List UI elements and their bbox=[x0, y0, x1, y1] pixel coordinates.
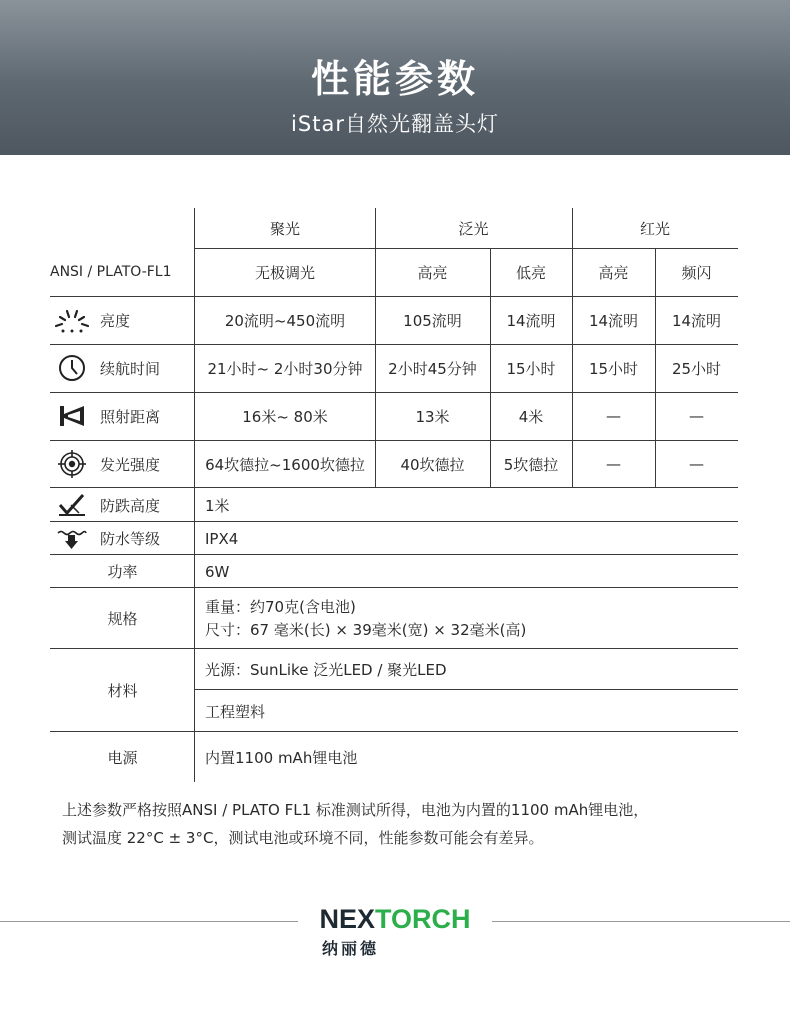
value-power: 6W bbox=[205, 562, 230, 581]
row-impact bbox=[50, 488, 738, 522]
table-divider bbox=[195, 689, 738, 690]
group-red: 红光 bbox=[639, 219, 670, 238]
value-spot: 64坎德拉~1600坎德拉 bbox=[205, 455, 365, 474]
row-label bbox=[50, 296, 194, 344]
group-flood: 泛光 bbox=[458, 219, 489, 238]
test-note-line: 测试温度 22°C ± 3°C，测试电池或环境不同，性能参数可能会有差异。 bbox=[62, 829, 544, 847]
mode-flood-high: 高亮 bbox=[417, 263, 448, 282]
value-spot: 16米~ 80米 bbox=[242, 407, 328, 426]
row-runtime bbox=[50, 344, 738, 392]
waterproof-icon bbox=[52, 524, 92, 554]
value-flood-high: 13米 bbox=[415, 407, 450, 426]
table-divider bbox=[50, 731, 738, 732]
table-divider bbox=[50, 487, 738, 488]
value-red-flash: — bbox=[689, 455, 704, 473]
row-label-text: 续航时间 bbox=[100, 359, 161, 378]
page-title: 性能参数 bbox=[310, 57, 479, 101]
test-note bbox=[62, 796, 742, 852]
table-divider bbox=[50, 587, 738, 588]
material-light-source: 光源：SunLike 泛光LED / 聚光LED bbox=[205, 660, 447, 679]
footer-divider bbox=[0, 921, 298, 922]
value-flood-high: 40坎德拉 bbox=[400, 455, 465, 474]
table-divider bbox=[194, 208, 195, 782]
row-intensity bbox=[50, 440, 738, 488]
table-divider bbox=[195, 248, 738, 249]
row-label bbox=[50, 440, 194, 488]
value-impact: 1米 bbox=[205, 496, 230, 515]
table-divider bbox=[572, 208, 573, 487]
row-label bbox=[50, 392, 194, 440]
table-divider bbox=[50, 554, 738, 555]
row-source bbox=[50, 732, 738, 782]
row-label-text: 功率 bbox=[107, 563, 138, 581]
table-divider bbox=[490, 248, 491, 487]
value-source: 内置1100 mAh锂电池 bbox=[205, 748, 358, 767]
value-red-high: 15小时 bbox=[588, 359, 639, 378]
brightness-icon bbox=[52, 305, 92, 335]
mode-flood-low: 低亮 bbox=[515, 263, 546, 282]
mode-red-high: 高亮 bbox=[598, 263, 629, 282]
target-icon bbox=[52, 449, 92, 479]
group-header-row bbox=[50, 208, 738, 248]
material-body: 工程塑料 bbox=[205, 702, 266, 721]
table-divider bbox=[50, 521, 738, 522]
row-distance bbox=[50, 392, 738, 440]
table-divider bbox=[655, 248, 656, 487]
table-divider bbox=[50, 440, 738, 441]
brand-logo-text: NEXTORCH bbox=[319, 904, 471, 934]
spec-weight: 重量：约70克(含电池) bbox=[205, 598, 356, 616]
spec-dimensions: 尺寸：67 毫米(长) × 39毫米(宽) × 32毫米(高) bbox=[205, 621, 527, 639]
table-divider bbox=[50, 344, 738, 345]
group-spot: 聚光 bbox=[269, 219, 300, 238]
value-red-flash: — bbox=[689, 407, 704, 425]
row-spec bbox=[50, 588, 738, 649]
row-label-text: 防跌高度 bbox=[100, 496, 161, 515]
table-divider bbox=[50, 296, 738, 297]
mode-spot-dim: 无极调光 bbox=[254, 263, 315, 282]
row-label-text: 发光强度 bbox=[100, 455, 161, 474]
footer-divider bbox=[492, 921, 790, 922]
value-spot: 20流明~450流明 bbox=[224, 311, 346, 330]
value-red-flash: 14流明 bbox=[671, 311, 722, 330]
row-label bbox=[50, 488, 194, 522]
page-header bbox=[0, 0, 790, 155]
brand-chinese-name: 纳丽德 bbox=[322, 939, 380, 958]
impact-icon bbox=[52, 490, 92, 520]
spec-values bbox=[205, 596, 526, 642]
table-divider bbox=[50, 648, 738, 649]
row-power bbox=[50, 555, 738, 588]
mode-red-flash: 频闪 bbox=[681, 263, 712, 282]
table-divider bbox=[50, 392, 738, 393]
value-spot: 21小时~ 2小时30分钟 bbox=[207, 359, 363, 378]
row-label bbox=[50, 344, 194, 392]
row-label-text: 材料 bbox=[107, 682, 138, 700]
value-flood-low: 15小时 bbox=[506, 359, 556, 378]
beam-distance-icon bbox=[52, 401, 92, 431]
row-label bbox=[50, 522, 194, 555]
value-flood-low: 5坎德拉 bbox=[503, 455, 559, 474]
table-divider bbox=[375, 208, 376, 487]
standard-label: ANSI / PLATO-FL1 bbox=[50, 264, 172, 280]
row-label-text: 照射距离 bbox=[100, 407, 161, 426]
value-flood-high: 105流明 bbox=[403, 311, 462, 330]
value-flood-low: 4米 bbox=[518, 407, 544, 426]
value-waterproof: IPX4 bbox=[205, 529, 239, 548]
row-label-text: 电源 bbox=[107, 748, 138, 767]
value-red-high: 14流明 bbox=[588, 311, 639, 330]
test-note-line: 上述参数严格按照ANSI / PLATO FL1 标准测试所得，电池为内置的1100 mAh锂电池， bbox=[62, 801, 649, 819]
brand-logo bbox=[300, 902, 490, 958]
row-label-text: 亮度 bbox=[100, 311, 131, 330]
clock-icon bbox=[52, 353, 92, 383]
row-waterproof bbox=[50, 522, 738, 555]
row-label-text: 规格 bbox=[107, 610, 138, 628]
value-red-high: — bbox=[606, 407, 621, 425]
value-red-high: — bbox=[606, 455, 621, 473]
value-flood-high: 2小时45分钟 bbox=[388, 359, 477, 378]
mode-header-row bbox=[50, 248, 738, 296]
page-subtitle: iStar自然光翻盖头灯 bbox=[291, 112, 499, 136]
value-red-flash: 25小时 bbox=[671, 359, 722, 378]
row-label-text: 防水等级 bbox=[100, 530, 161, 548]
value-flood-low: 14流明 bbox=[506, 311, 556, 330]
row-brightness bbox=[50, 296, 738, 344]
row-material bbox=[50, 649, 738, 732]
